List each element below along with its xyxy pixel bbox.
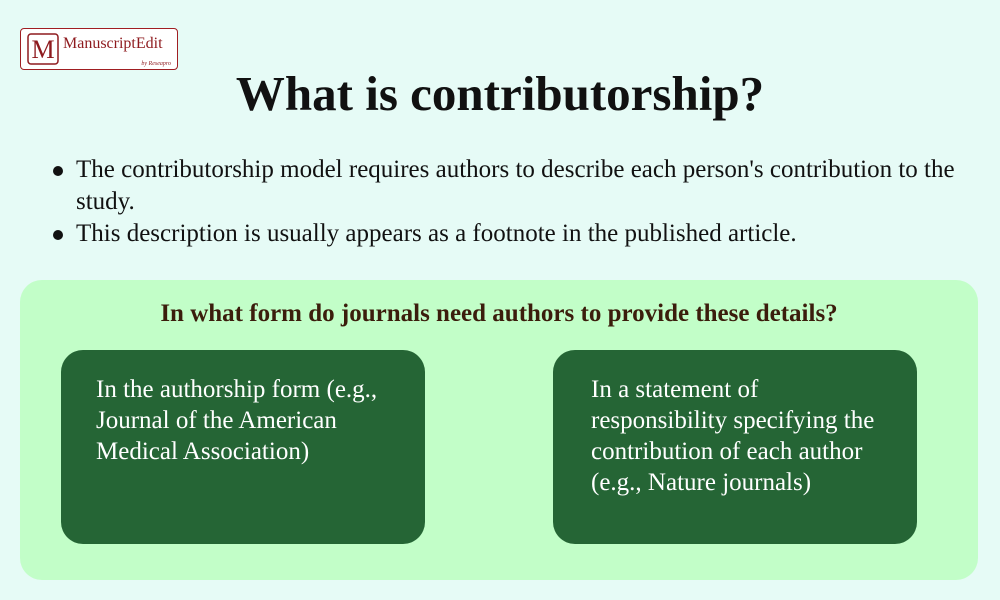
- option-card-statement-of-responsibility: [553, 350, 917, 544]
- option-card-authorship-form: [61, 350, 425, 544]
- bullet-dot-icon: [53, 230, 63, 240]
- option-card-text: In the authorship form (e.g., Journal of the American Medical Association): [96, 376, 378, 465]
- logo-m-icon: [27, 33, 59, 65]
- logo-byline: by Reseapro: [141, 61, 171, 67]
- page-title: What is contributorship?: [235, 66, 765, 121]
- svg-text:M: M: [31, 35, 55, 64]
- bullet-text: The contributorship model requires authors to describe each person's contribution to the study.: [76, 156, 955, 215]
- option-card-text: In a statement of responsibility specifying the contribution of each author (e.g., Nature journals): [591, 376, 875, 496]
- bullet-list: [52, 154, 972, 250]
- logo-brand-name: ManuscriptEdit: [63, 35, 163, 52]
- panel-question: In what form do journals need authors to provide these details?: [160, 300, 838, 327]
- bullet-dot-icon: [53, 166, 63, 176]
- bullet-text: This description is usually appears as a footnote in the published article.: [76, 220, 797, 247]
- journal-requirements-panel: [20, 280, 978, 580]
- bullet-item: [52, 218, 972, 250]
- bullet-item: [52, 154, 972, 218]
